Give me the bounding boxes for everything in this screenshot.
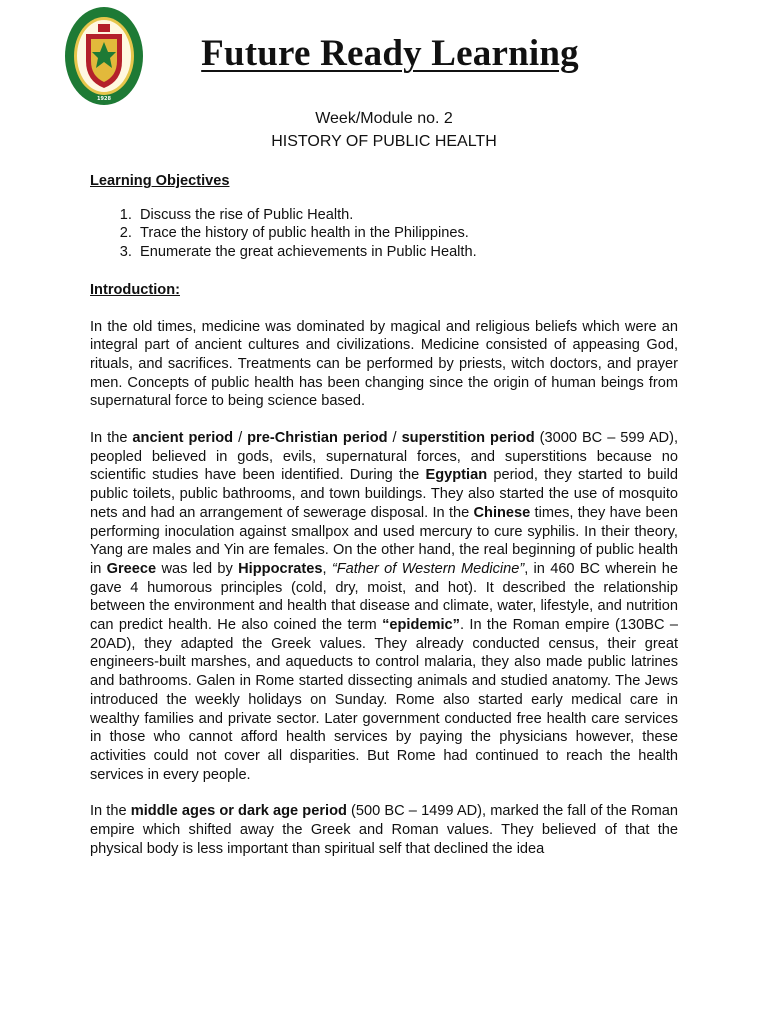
document-body xyxy=(90,172,678,877)
svg-text:1928: 1928 xyxy=(97,96,111,102)
module-topic: HISTORY OF PUBLIC HEALTH xyxy=(271,133,497,150)
module-number: Week/Module no. 2 xyxy=(315,110,453,127)
learning-objectives-heading: Learning Objectives xyxy=(90,173,230,189)
list-item: 3. Enumerate the great achievements in Public Health. xyxy=(136,243,678,262)
list-item: 1. Discuss the rise of Public Health. xyxy=(136,206,678,225)
page-title: Future Ready Learning xyxy=(201,33,579,74)
paragraph: In the old times, medicine was dominated by magical and religious beliefs which were an integral part of ancient cultures and civilizations. Medicine consisted of appeasing God, rituals, and sacrifices. Treatments can be performed by priests, witch doctors, and prayer men. Concepts of public health has been changing since the origin of human beings from supernatural force to being science based. xyxy=(90,318,678,410)
objectives-list xyxy=(90,206,678,262)
paragraph: In the middle ages or dark age period (500 BC – 1499 AD), marked the fall of the Roman empire which shifted away the Greek and Roman values. They believed of that the physical body is less important than spiritual self that declined the idea xyxy=(90,803,678,857)
paragraph: In the ancient period / pre-Christian period / superstition period (3000 BC – 599 AD), peopled believed in gods, evils, supernatural forces, and superstitions because no scientific studies have been identified. During the Egyptian period, they started to build public toilets, public bathrooms, and town buildings. They also started the use of mosquito nets and had an arrangement of sewerage disposal. In the Chinese times, they have been performing inoculation against smallpox and used mercury to cure syphilis. In their theory, Yang are males and Yin are females. On the other hand, the real beginning of public health in Greece was led by Hippocrates, “Father of Western Medicine”, in 460 BC wherein he gave 4 humorous principles (cold, dry, moist, and hot). It described the relationship between the environment and health that disease and climate, water, lifestyle, and nutrition can predict health. He also coined the term “epidemic”. In the Roman empire (130BC – 20AD), they adapted the Greek values. They already conducted census, their great engineers-built marshes, and aqueducts to control malaria, they also made public latrines and bathrooms. Galen in Rome started dissecting animals and studied anatomy. The Jews introduced the weekly holidays on Sunday. Rome also started early medical care in wealthy families and private sector. Later government conducted free health care services in those who cannot afford health services by paying the physicians however, these activities could not cover all disparities. But Rome had continued to reach the health services in every people. xyxy=(90,430,679,783)
list-item: 2. Trace the history of public health in the Philippines. xyxy=(136,224,678,243)
university-seal-logo xyxy=(64,6,144,106)
introduction-heading: Introduction: xyxy=(90,281,180,298)
